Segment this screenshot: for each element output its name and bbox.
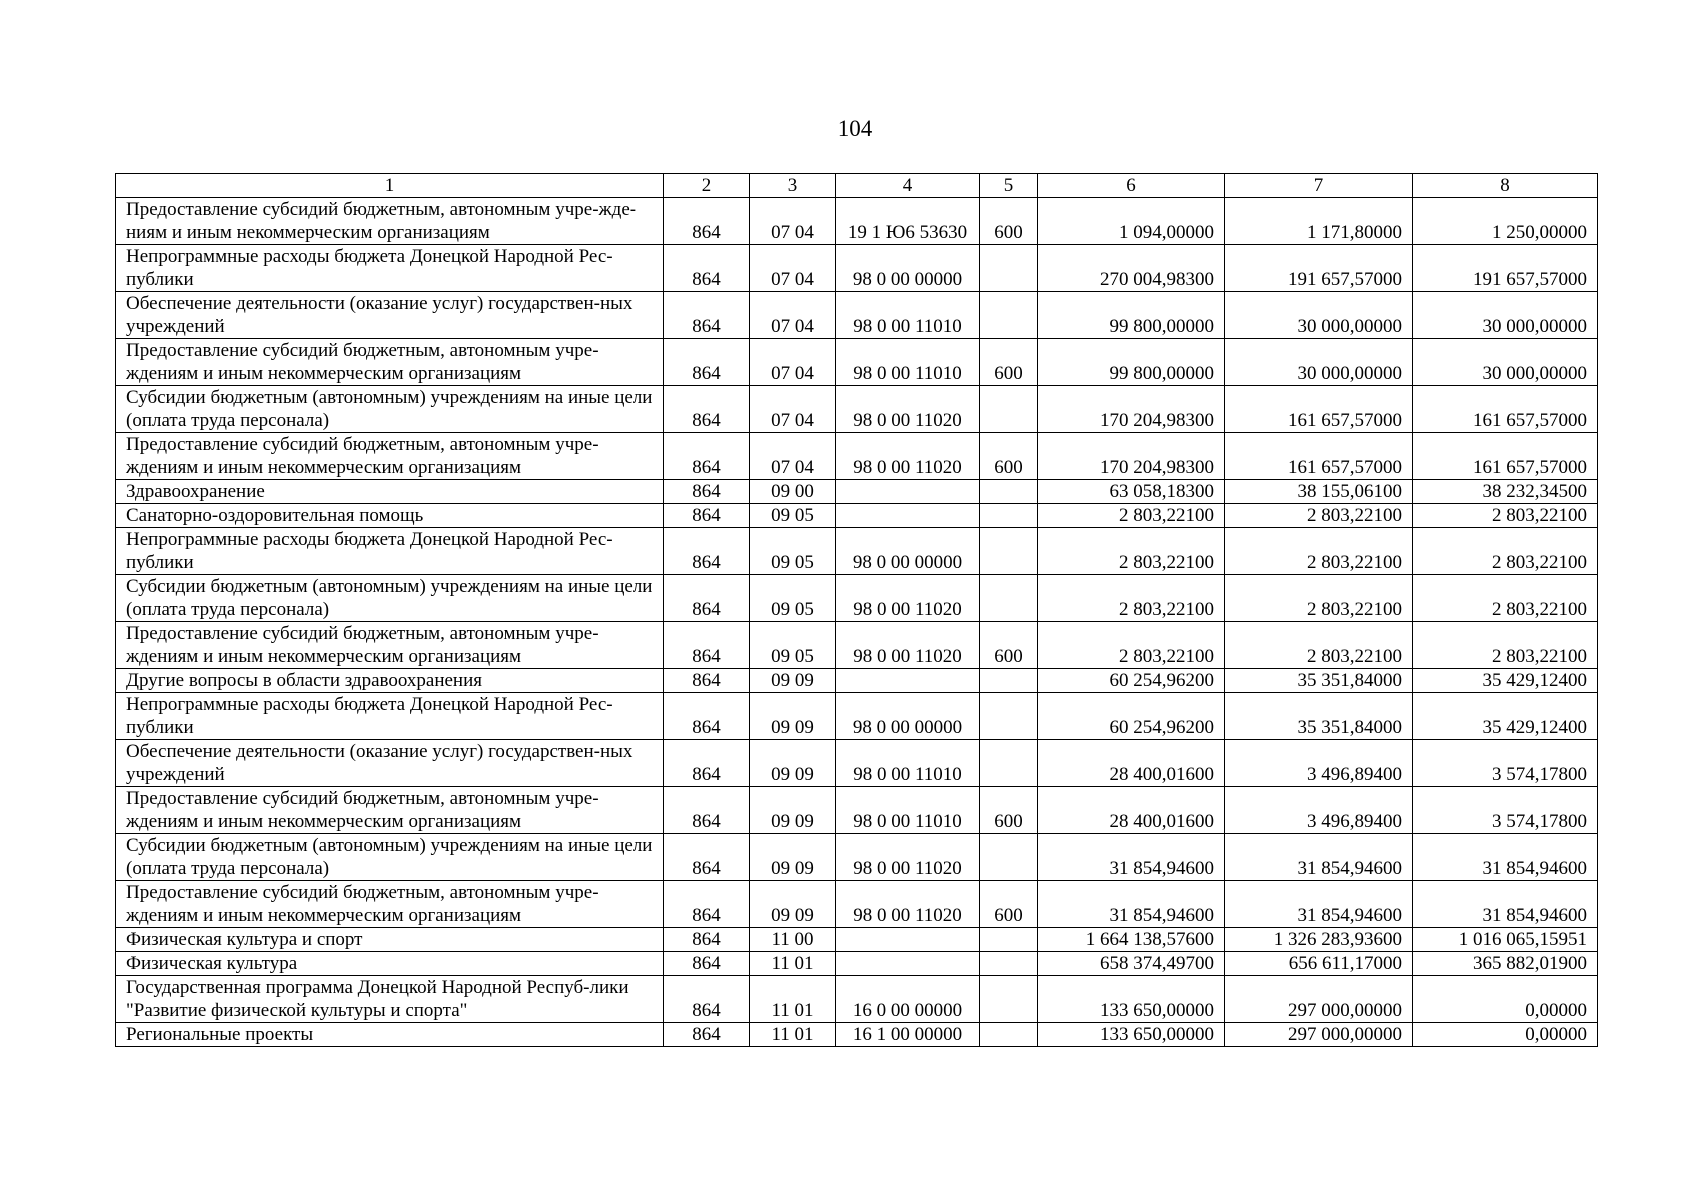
row-section-code: 07 04 (750, 386, 836, 433)
column-header-8: 8 (1413, 174, 1598, 198)
column-header-6: 6 (1038, 174, 1225, 198)
row-section-code: 07 04 (750, 339, 836, 386)
row-amount-3: 31 854,94600 (1413, 881, 1598, 928)
row-amount-3: 0,00000 (1413, 1023, 1598, 1047)
table-row (116, 787, 1598, 834)
row-section-code: 09 09 (750, 787, 836, 834)
row-amount-2: 1 326 283,93600 (1225, 928, 1413, 952)
row-name: Государственная программа Донецкой Народной Респуб-лики "Развитие физической культуры и спорта" (116, 976, 664, 1023)
row-ministry-code: 864 (664, 976, 750, 1023)
row-name: Непрограммные расходы бюджета Донецкой Народной Рес-публики (116, 528, 664, 575)
row-amount-2: 161 657,57000 (1225, 386, 1413, 433)
column-header-3: 3 (750, 174, 836, 198)
row-section-code: 11 01 (750, 976, 836, 1023)
row-section-code: 09 09 (750, 834, 836, 881)
row-target-code: 98 0 00 11010 (836, 339, 980, 386)
row-amount-2: 30 000,00000 (1225, 292, 1413, 339)
row-amount-3: 0,00000 (1413, 976, 1598, 1023)
row-ministry-code: 864 (664, 245, 750, 292)
row-amount-1: 2 803,22100 (1038, 622, 1225, 669)
row-amount-3: 35 429,12400 (1413, 669, 1598, 693)
row-section-code: 07 04 (750, 245, 836, 292)
row-amount-3: 365 882,01900 (1413, 952, 1598, 976)
row-target-code: 98 0 00 11010 (836, 740, 980, 787)
row-amount-3: 31 854,94600 (1413, 834, 1598, 881)
row-expense-type (980, 480, 1038, 504)
row-amount-1: 133 650,00000 (1038, 1023, 1225, 1047)
row-amount-2: 297 000,00000 (1225, 976, 1413, 1023)
row-target-code: 98 0 00 11020 (836, 622, 980, 669)
row-amount-2: 31 854,94600 (1225, 834, 1413, 881)
row-ministry-code: 864 (664, 952, 750, 976)
row-expense-type: 600 (980, 787, 1038, 834)
row-amount-3: 30 000,00000 (1413, 292, 1598, 339)
row-ministry-code: 864 (664, 339, 750, 386)
row-section-code: 09 09 (750, 669, 836, 693)
row-amount-1: 270 004,98300 (1038, 245, 1225, 292)
column-header-1: 1 (116, 174, 664, 198)
row-amount-1: 658 374,49700 (1038, 952, 1225, 976)
row-amount-2: 31 854,94600 (1225, 881, 1413, 928)
row-expense-type (980, 834, 1038, 881)
row-target-code: 98 0 00 11010 (836, 787, 980, 834)
row-amount-3: 1 250,00000 (1413, 198, 1598, 245)
row-section-code: 07 04 (750, 433, 836, 480)
row-expense-type: 600 (980, 622, 1038, 669)
table-row (116, 504, 1598, 528)
row-amount-1: 99 800,00000 (1038, 339, 1225, 386)
row-target-code: 98 0 00 00000 (836, 693, 980, 740)
row-name: Субсидии бюджетным (автономным) учреждениям на иные цели (оплата труда персонала) (116, 575, 664, 622)
row-amount-3: 161 657,57000 (1413, 433, 1598, 480)
row-name: Предоставление субсидий бюджетным, автономным учре-ждениям и иным некоммерческим организациям (116, 787, 664, 834)
row-amount-3: 161 657,57000 (1413, 386, 1598, 433)
row-section-code: 11 00 (750, 928, 836, 952)
table-row (116, 292, 1598, 339)
row-name: Региональные проекты (116, 1023, 664, 1047)
row-amount-1: 28 400,01600 (1038, 740, 1225, 787)
row-ministry-code: 864 (664, 787, 750, 834)
row-amount-2: 3 496,89400 (1225, 740, 1413, 787)
row-amount-2: 35 351,84000 (1225, 669, 1413, 693)
table-row (116, 245, 1598, 292)
row-ministry-code: 864 (664, 528, 750, 575)
row-amount-1: 31 854,94600 (1038, 834, 1225, 881)
row-target-code: 98 0 00 00000 (836, 245, 980, 292)
table-row (116, 693, 1598, 740)
row-section-code: 09 05 (750, 528, 836, 575)
row-expense-type (980, 1023, 1038, 1047)
row-amount-1: 2 803,22100 (1038, 528, 1225, 575)
row-expense-type (980, 952, 1038, 976)
table-row (116, 198, 1598, 245)
row-ministry-code: 864 (664, 480, 750, 504)
row-amount-2: 2 803,22100 (1225, 528, 1413, 575)
page-number: 104 (837, 116, 873, 141)
row-amount-2: 656 611,17000 (1225, 952, 1413, 976)
row-name: Физическая культура и спорт (116, 928, 664, 952)
row-amount-3: 191 657,57000 (1413, 245, 1598, 292)
row-amount-2: 2 803,22100 (1225, 575, 1413, 622)
row-target-code: 16 0 00 00000 (836, 976, 980, 1023)
table-row (116, 339, 1598, 386)
row-amount-1: 28 400,01600 (1038, 787, 1225, 834)
row-amount-1: 99 800,00000 (1038, 292, 1225, 339)
row-name: Непрограммные расходы бюджета Донецкой Народной Рес-публики (116, 693, 664, 740)
row-target-code: 98 0 00 00000 (836, 528, 980, 575)
row-target-code: 98 0 00 11020 (836, 881, 980, 928)
row-amount-3: 2 803,22100 (1413, 528, 1598, 575)
row-name: Предоставление субсидий бюджетным, автономным учре-ждениям и иным некоммерческим организациям (116, 339, 664, 386)
row-expense-type (980, 504, 1038, 528)
row-amount-3: 3 574,17800 (1413, 740, 1598, 787)
row-target-code: 16 1 00 00000 (836, 1023, 980, 1047)
row-expense-type (980, 386, 1038, 433)
row-target-code: 98 0 00 11010 (836, 292, 980, 339)
table-row (116, 528, 1598, 575)
row-ministry-code: 864 (664, 669, 750, 693)
row-amount-3: 2 803,22100 (1413, 575, 1598, 622)
row-ministry-code: 864 (664, 740, 750, 787)
row-expense-type (980, 245, 1038, 292)
row-amount-2: 2 803,22100 (1225, 622, 1413, 669)
row-amount-1: 2 803,22100 (1038, 575, 1225, 622)
row-amount-1: 31 854,94600 (1038, 881, 1225, 928)
row-amount-2: 35 351,84000 (1225, 693, 1413, 740)
row-target-code (836, 480, 980, 504)
table-body (116, 198, 1598, 1047)
row-amount-1: 60 254,96200 (1038, 669, 1225, 693)
row-expense-type: 600 (980, 881, 1038, 928)
row-section-code: 07 04 (750, 198, 836, 245)
table-row (116, 928, 1598, 952)
row-target-code: 98 0 00 11020 (836, 834, 980, 881)
row-amount-3: 38 232,34500 (1413, 480, 1598, 504)
row-section-code: 09 05 (750, 622, 836, 669)
row-amount-2: 161 657,57000 (1225, 433, 1413, 480)
table-row (116, 881, 1598, 928)
row-amount-1: 60 254,96200 (1038, 693, 1225, 740)
row-name: Обеспечение деятельности (оказание услуг) государствен-ных учреждений (116, 740, 664, 787)
row-amount-1: 63 058,18300 (1038, 480, 1225, 504)
column-header-5: 5 (980, 174, 1038, 198)
row-expense-type: 600 (980, 433, 1038, 480)
table-header-row (116, 174, 1598, 198)
row-amount-1: 1 664 138,57600 (1038, 928, 1225, 952)
row-ministry-code: 864 (664, 622, 750, 669)
row-amount-2: 38 155,06100 (1225, 480, 1413, 504)
table-row (116, 740, 1598, 787)
row-amount-2: 191 657,57000 (1225, 245, 1413, 292)
table-row (116, 622, 1598, 669)
row-expense-type (980, 928, 1038, 952)
row-amount-2: 2 803,22100 (1225, 504, 1413, 528)
table-row (116, 386, 1598, 433)
row-ministry-code: 864 (664, 575, 750, 622)
row-amount-1: 2 803,22100 (1038, 504, 1225, 528)
row-name: Предоставление субсидий бюджетным, автономным учре-ждениям и иным некоммерческим организациям (116, 433, 664, 480)
row-target-code (836, 952, 980, 976)
row-ministry-code: 864 (664, 433, 750, 480)
table-row (116, 834, 1598, 881)
row-target-code: 98 0 00 11020 (836, 386, 980, 433)
row-section-code: 09 09 (750, 693, 836, 740)
row-amount-1: 170 204,98300 (1038, 386, 1225, 433)
row-ministry-code: 864 (664, 386, 750, 433)
row-expense-type (980, 693, 1038, 740)
row-target-code: 98 0 00 11020 (836, 433, 980, 480)
row-section-code: 09 00 (750, 480, 836, 504)
row-amount-3: 35 429,12400 (1413, 693, 1598, 740)
row-name: Физическая культура (116, 952, 664, 976)
row-name: Здравоохранение (116, 480, 664, 504)
row-ministry-code: 864 (664, 881, 750, 928)
column-header-4: 4 (836, 174, 980, 198)
row-amount-3: 2 803,22100 (1413, 622, 1598, 669)
row-ministry-code: 864 (664, 504, 750, 528)
row-section-code: 11 01 (750, 1023, 836, 1047)
row-amount-2: 30 000,00000 (1225, 339, 1413, 386)
row-expense-type (980, 976, 1038, 1023)
table-row (116, 575, 1598, 622)
row-amount-2: 3 496,89400 (1225, 787, 1413, 834)
row-section-code: 09 09 (750, 740, 836, 787)
row-expense-type (980, 575, 1038, 622)
row-target-code (836, 669, 980, 693)
row-target-code: 19 1 Ю6 53630 (836, 198, 980, 245)
row-section-code: 09 05 (750, 504, 836, 528)
row-section-code: 07 04 (750, 292, 836, 339)
row-expense-type: 600 (980, 339, 1038, 386)
row-amount-3: 1 016 065,15951 (1413, 928, 1598, 952)
row-ministry-code: 864 (664, 292, 750, 339)
budget-table (115, 173, 1598, 1047)
row-section-code: 09 05 (750, 575, 836, 622)
row-amount-1: 170 204,98300 (1038, 433, 1225, 480)
row-expense-type (980, 669, 1038, 693)
row-name: Непрограммные расходы бюджета Донецкой Народной Рес-публики (116, 245, 664, 292)
row-name: Предоставление субсидий бюджетным, автономным учре-ждениям и иным некоммерческим организациям (116, 198, 664, 245)
row-ministry-code: 864 (664, 1023, 750, 1047)
table-row (116, 976, 1598, 1023)
row-amount-2: 297 000,00000 (1225, 1023, 1413, 1047)
row-name: Санаторно-оздоровительная помощь (116, 504, 664, 528)
row-ministry-code: 864 (664, 693, 750, 740)
row-expense-type: 600 (980, 198, 1038, 245)
row-ministry-code: 864 (664, 928, 750, 952)
row-amount-3: 30 000,00000 (1413, 339, 1598, 386)
column-header-2: 2 (664, 174, 750, 198)
table-row (116, 1023, 1598, 1047)
row-expense-type (980, 292, 1038, 339)
row-expense-type (980, 528, 1038, 575)
table-row (116, 480, 1598, 504)
row-name: Другие вопросы в области здравоохранения (116, 669, 664, 693)
row-amount-3: 3 574,17800 (1413, 787, 1598, 834)
row-name: Субсидии бюджетным (автономным) учреждениям на иные цели (оплата труда персонала) (116, 834, 664, 881)
row-amount-3: 2 803,22100 (1413, 504, 1598, 528)
row-name: Предоставление субсидий бюджетным, автономным учре-ждениям и иным некоммерческим организациям (116, 622, 664, 669)
row-target-code (836, 504, 980, 528)
table-row (116, 433, 1598, 480)
table-row (116, 669, 1598, 693)
row-section-code: 09 09 (750, 881, 836, 928)
row-amount-1: 1 094,00000 (1038, 198, 1225, 245)
row-ministry-code: 864 (664, 834, 750, 881)
row-target-code (836, 928, 980, 952)
row-name: Обеспечение деятельности (оказание услуг) государствен-ных учреждений (116, 292, 664, 339)
row-amount-2: 1 171,80000 (1225, 198, 1413, 245)
column-header-7: 7 (1225, 174, 1413, 198)
row-ministry-code: 864 (664, 198, 750, 245)
row-section-code: 11 01 (750, 952, 836, 976)
row-name: Предоставление субсидий бюджетным, автономным учре-ждениям и иным некоммерческим организациям (116, 881, 664, 928)
row-name: Субсидии бюджетным (автономным) учреждениям на иные цели (оплата труда персонала) (116, 386, 664, 433)
table-row (116, 952, 1598, 976)
row-expense-type (980, 740, 1038, 787)
row-amount-1: 133 650,00000 (1038, 976, 1225, 1023)
row-target-code: 98 0 00 11020 (836, 575, 980, 622)
